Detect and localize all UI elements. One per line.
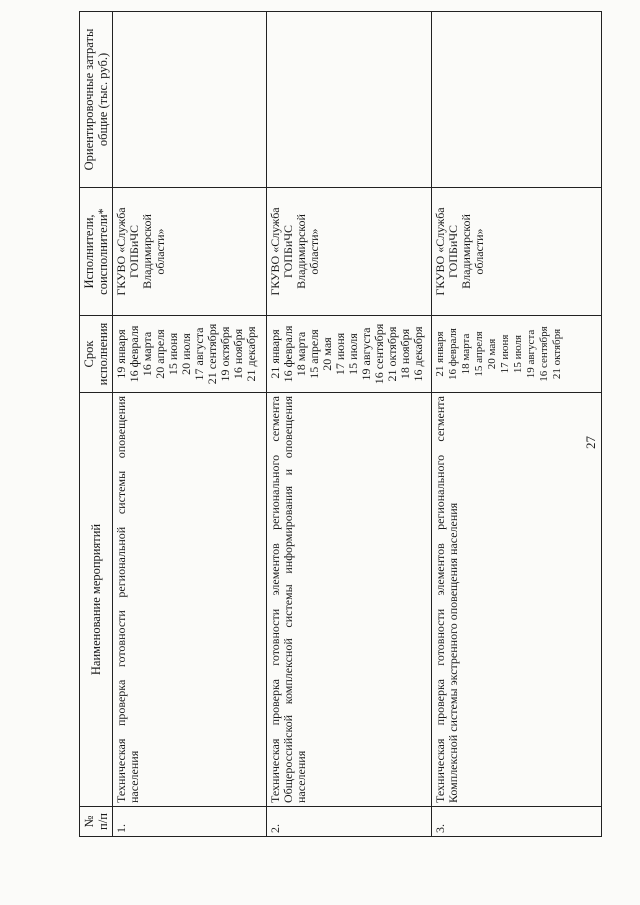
event-dates: [267, 316, 432, 393]
event-date: 19 октября: [218, 326, 232, 382]
event-date: 16 сентября: [538, 326, 550, 382]
header-term: Срок исполнения: [80, 316, 113, 393]
event-date: 19 августа: [359, 327, 373, 381]
event-date: 17 августа: [192, 327, 206, 381]
event-executor: ГКУВО «Служба ГОПБиЧС Владимирской области»: [432, 188, 602, 316]
event-date: 21 октября: [385, 326, 399, 382]
event-cost: [432, 12, 602, 188]
event-date: 15 июля: [512, 334, 524, 374]
event-date: 16 марта: [140, 331, 154, 377]
event-date: 21 января: [434, 331, 446, 377]
event-name: Техническая проверка готовности региональной системы оповещения населения: [113, 393, 267, 807]
event-date: 19 января: [114, 329, 128, 379]
table-row: [267, 12, 432, 837]
event-date: 21 декабря: [244, 326, 258, 382]
row-number: 3.: [432, 807, 602, 837]
event-date: 18 марта: [460, 333, 472, 375]
page-number: 27: [583, 436, 598, 449]
event-name: Техническая проверка готовности элементов регионального сегмента Комплексной системы экстренного оповещения населения: [432, 393, 602, 807]
header-name: Наименование мероприятий: [80, 393, 113, 807]
event-date: 18 ноября: [398, 328, 412, 380]
row-number: 2.: [267, 807, 432, 837]
event-date: 21 сентября: [205, 323, 219, 385]
event-date: 17 июня: [499, 334, 511, 374]
row-number: 1.: [113, 807, 267, 837]
event-date: 18 марта: [294, 331, 308, 377]
event-date: 16 ноября: [231, 328, 245, 380]
event-date: 15 апреля: [473, 331, 485, 377]
event-date: 20 июля: [179, 333, 193, 375]
event-date: 15 июня: [166, 332, 180, 376]
table-row: [113, 12, 267, 837]
table-row: [432, 12, 602, 837]
event-date: 15 апреля: [307, 329, 321, 379]
event-dates: [113, 316, 267, 393]
event-date: 21 октября: [551, 328, 563, 380]
header-num: № п/п: [80, 807, 113, 837]
event-cost: [113, 12, 267, 188]
events-table: [79, 11, 602, 837]
event-date: 20 мая: [486, 338, 498, 370]
event-executor: ГКУВО «Служба ГОПБиЧС Владимирской области»: [113, 188, 267, 316]
event-date: 16 февраля: [281, 325, 295, 383]
table-header-row: [80, 12, 113, 837]
event-dates: [432, 316, 602, 393]
event-date: 15 июля: [346, 333, 360, 375]
event-date: 16 февраля: [127, 325, 141, 383]
event-executor: ГКУВО «Служба ГОПБиЧС Владимирской области»: [267, 188, 432, 316]
event-date: 16 сентября: [372, 323, 386, 385]
header-executor: Исполнители, соисполнители*: [80, 188, 113, 316]
event-date: 17 июня: [333, 332, 347, 376]
event-name: Техническая проверка готовности элементов регионального сегмента Общероссийской комплексной системы информирования и оповещения населения: [267, 393, 432, 807]
event-cost: [267, 12, 432, 188]
header-cost: Ориентировочные затраты общие (тыс. руб.): [80, 12, 113, 188]
event-date: 19 августа: [525, 329, 537, 379]
event-date: 16 декабря: [411, 326, 425, 382]
event-date: 20 апреля: [153, 329, 167, 379]
event-date: 20 мая: [320, 337, 334, 371]
event-date: 21 января: [268, 329, 282, 379]
event-date: 16 февраля: [447, 328, 459, 380]
